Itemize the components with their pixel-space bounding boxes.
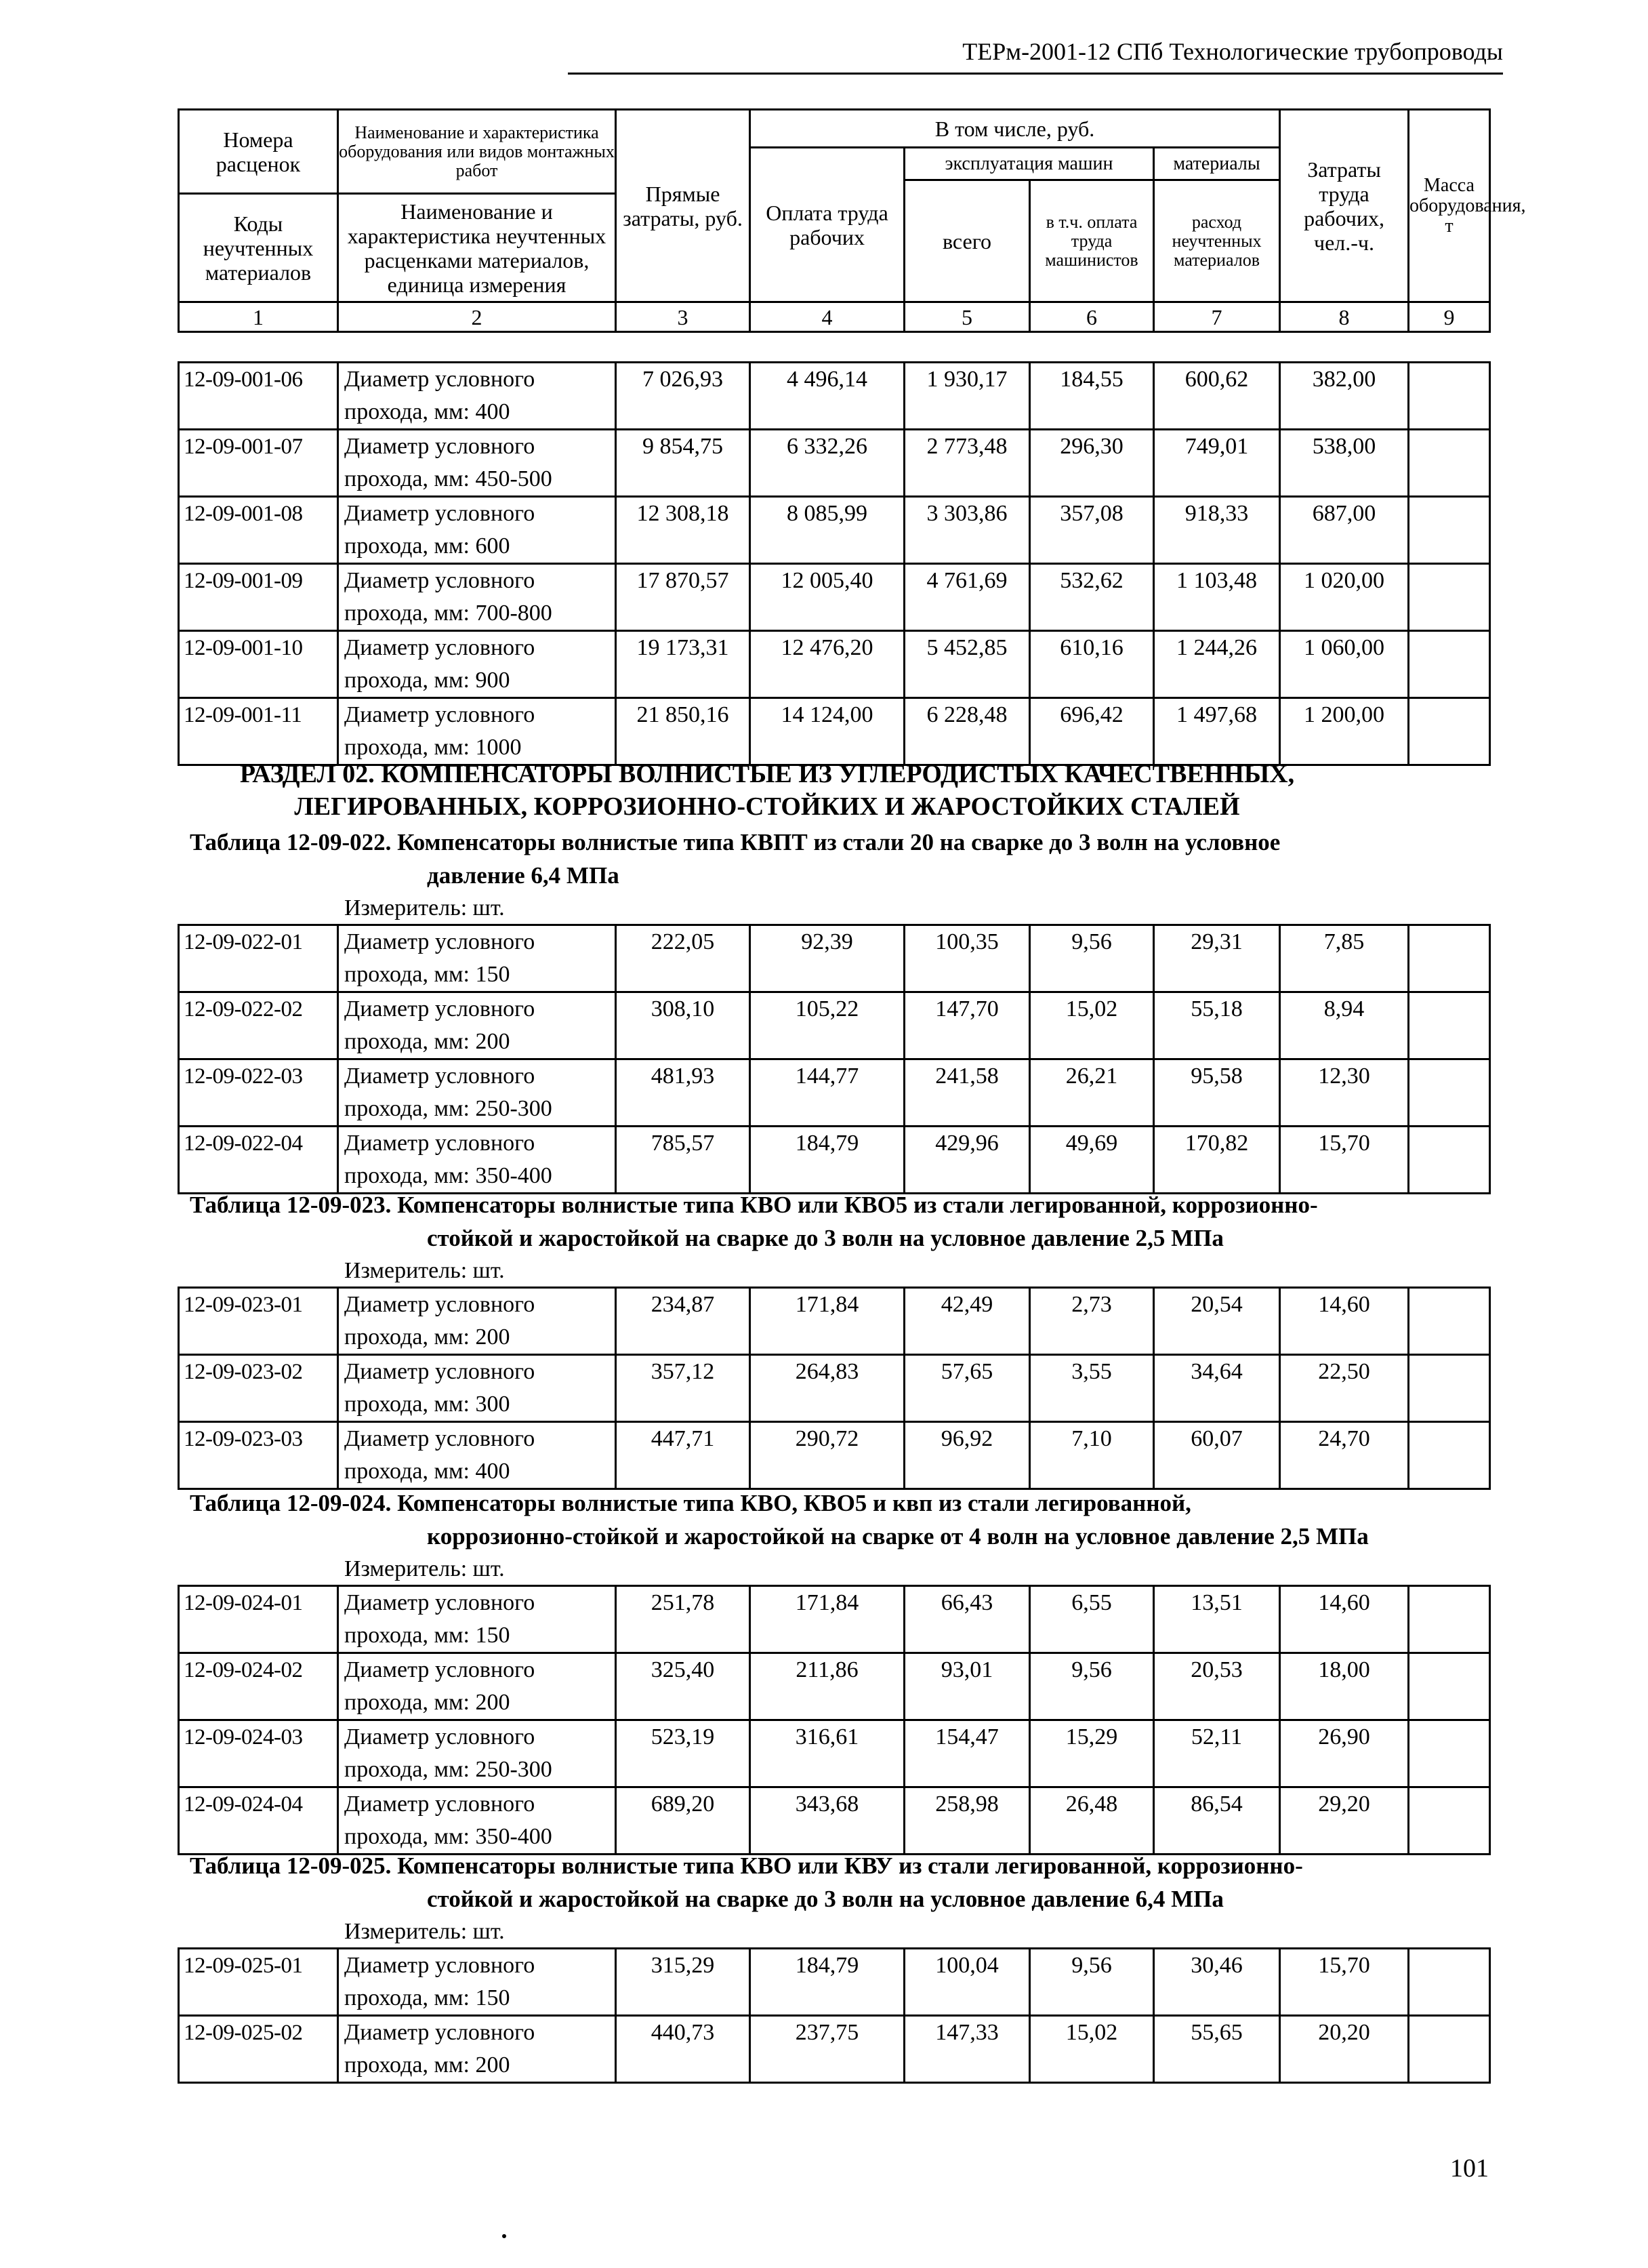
col-number: 9 [1409, 302, 1490, 332]
rate-name-cell [338, 1720, 616, 1787]
value-cell-v4: 12 476,20 [750, 631, 905, 698]
rates-table-025 [178, 1947, 1491, 2084]
value-cell-v9 [1409, 992, 1490, 1059]
value-cell-v7: 55,65 [1154, 2016, 1280, 2083]
value-cell-v5: 5 452,85 [905, 631, 1030, 698]
value-cell-v5: 147,70 [905, 992, 1030, 1059]
table-023-title [190, 1188, 1511, 1255]
value-cell-v7: 20,53 [1154, 1653, 1280, 1720]
rate-name-line1: Диаметр условного [344, 1953, 535, 1978]
value-cell-v7: 918,33 [1154, 497, 1280, 564]
table-025-title-line1: Таблица 12-09-025. Компенсаторы волнистые типа КВО или КВУ из стали легированной, коррозионно- [190, 1852, 1303, 1879]
value-cell-v8: 14,60 [1280, 1288, 1409, 1355]
rate-code-cell: 12-09-023-03 [179, 1422, 338, 1489]
value-cell-v8: 1 200,00 [1280, 698, 1409, 765]
value-cell-v4: 184,79 [750, 1127, 905, 1194]
value-cell-v5: 2 773,48 [905, 430, 1030, 497]
value-cell-v7: 30,46 [1154, 1949, 1280, 2016]
value-cell-v5: 147,33 [905, 2016, 1030, 2083]
value-cell-v4: 4 496,14 [750, 363, 905, 430]
rate-name-cell [338, 1127, 616, 1194]
value-cell-v9 [1409, 1422, 1490, 1489]
table-row [179, 2016, 1490, 2083]
rate-name-line2: прохода, мм: 400 [344, 399, 510, 424]
table-024-title-line1: Таблица 12-09-024. Компенсаторы волнистые типа КВО, КВО5 и квп из стали легированной, [190, 1490, 1191, 1516]
value-cell-v4: 237,75 [750, 2016, 905, 2083]
col-number: 3 [616, 302, 750, 332]
table-row [179, 1787, 1490, 1855]
value-cell-v9 [1409, 698, 1490, 765]
rate-name-line2: прохода, мм: 900 [344, 668, 510, 693]
table-022-title-line2: давление 6,4 МПа [427, 862, 619, 889]
rate-name-line2: прохода, мм: 350-400 [344, 1824, 552, 1849]
scan-speck [502, 2234, 506, 2238]
table-024-title-line2: коррозионно-стойкой и жаростойкой на сварке от 4 волн на условное давление 2,5 МПа [427, 1523, 1369, 1550]
value-cell-v9 [1409, 564, 1490, 631]
col2-bottom-header: Наименование и характеристика неучтенных расценками материалов, единица измерения [338, 194, 616, 302]
unit-label: Измеритель: шт. [344, 1919, 505, 1944]
value-cell-v9 [1409, 631, 1490, 698]
value-cell-v3: 19 173,31 [616, 631, 750, 698]
table-row [179, 564, 1490, 631]
value-cell-v4: 8 085,99 [750, 497, 905, 564]
value-cell-v6: 3,55 [1030, 1355, 1154, 1422]
col9-header: Масса оборудования, т [1409, 110, 1490, 302]
page-number: 101 [1450, 2154, 1489, 2183]
value-cell-v6: 15,02 [1030, 992, 1154, 1059]
table-023-title-line1: Таблица 12-09-023. Компенсаторы волнистые типа КВО или КВО5 из стали легированной, коррозионно- [190, 1192, 1318, 1218]
table-row [179, 1653, 1490, 1720]
rate-name-line2: прохода, мм: 250-300 [344, 1757, 552, 1782]
col-number: 2 [338, 302, 616, 332]
rate-name-line1: Диаметр условного [344, 1590, 535, 1615]
value-cell-v4: 211,86 [750, 1653, 905, 1720]
rate-name-line2: прохода, мм: 600 [344, 533, 510, 559]
table-023-title-line2: стойкой и жаростойкой на сварке до 3 волн на условное давление 2,5 МПа [427, 1225, 1224, 1251]
value-cell-v7: 52,11 [1154, 1720, 1280, 1787]
rate-name-line1: Диаметр условного [344, 635, 535, 660]
value-cell-v3: 357,12 [616, 1355, 750, 1422]
table-row [179, 497, 1490, 564]
value-cell-v5: 100,35 [905, 925, 1030, 992]
rate-name-cell [338, 1288, 616, 1355]
value-cell-v6: 9,56 [1030, 925, 1154, 992]
col-number: 6 [1030, 302, 1154, 332]
value-cell-v7: 749,01 [1154, 430, 1280, 497]
value-cell-v6: 6,55 [1030, 1586, 1154, 1653]
rate-name-line2: прохода, мм: 150 [344, 1985, 510, 2010]
rate-code-cell: 12-09-022-02 [179, 992, 338, 1059]
value-cell-v7: 20,54 [1154, 1288, 1280, 1355]
rate-name-line2: прохода, мм: 200 [344, 2052, 510, 2078]
value-cell-v9 [1409, 925, 1490, 992]
value-cell-v7: 29,31 [1154, 925, 1280, 992]
rate-name-line1: Диаметр условного [344, 1724, 535, 1749]
value-cell-v4: 144,77 [750, 1059, 905, 1127]
value-cell-v4: 264,83 [750, 1355, 905, 1422]
value-cell-v3: 440,73 [616, 2016, 750, 2083]
table-row [179, 1586, 1490, 1653]
col1-bottom-header: Коды неучтенных материалов [179, 194, 338, 302]
value-cell-v6: 296,30 [1030, 430, 1154, 497]
value-cell-v6: 610,16 [1030, 631, 1154, 698]
rate-name-line1: Диаметр условного [344, 1292, 535, 1317]
table-row [179, 1720, 1490, 1787]
value-cell-v5: 4 761,69 [905, 564, 1030, 631]
rate-name-cell [338, 925, 616, 992]
rate-name-line2: прохода, мм: 150 [344, 962, 510, 987]
value-cell-v8: 20,20 [1280, 2016, 1409, 2083]
value-cell-v7: 55,18 [1154, 992, 1280, 1059]
rate-name-cell [338, 631, 616, 698]
rates-table-023 [178, 1287, 1491, 1490]
value-cell-v6: 9,56 [1030, 1949, 1154, 2016]
rate-name-line2: прохода, мм: 300 [344, 1392, 510, 1417]
rate-name-cell [338, 1059, 616, 1127]
value-cell-v6: 15,29 [1030, 1720, 1154, 1787]
rate-name-line2: прохода, мм: 400 [344, 1459, 510, 1484]
value-cell-v8: 687,00 [1280, 497, 1409, 564]
rate-code-cell: 12-09-022-04 [179, 1127, 338, 1194]
value-cell-v9 [1409, 1787, 1490, 1855]
value-cell-v7: 34,64 [1154, 1355, 1280, 1422]
value-cell-v8: 1 020,00 [1280, 564, 1409, 631]
value-cell-v9 [1409, 1720, 1490, 1787]
col-number: 8 [1280, 302, 1409, 332]
value-cell-v9 [1409, 1288, 1490, 1355]
rate-name-cell [338, 698, 616, 765]
value-cell-v7: 600,62 [1154, 363, 1280, 430]
value-cell-v8: 22,50 [1280, 1355, 1409, 1422]
value-cell-v7: 1 497,68 [1154, 698, 1280, 765]
value-cell-v3: 12 308,18 [616, 497, 750, 564]
group-header: В том числе, руб. [750, 110, 1280, 148]
rate-name-line1: Диаметр условного [344, 1791, 535, 1817]
value-cell-v4: 12 005,40 [750, 564, 905, 631]
value-cell-v6: 184,55 [1030, 363, 1154, 430]
value-cell-v5: 93,01 [905, 1653, 1030, 1720]
value-cell-v4: 105,22 [750, 992, 905, 1059]
rate-name-cell [338, 1586, 616, 1653]
unit-label: Измеритель: шт. [344, 895, 505, 920]
col-number: 5 [905, 302, 1030, 332]
value-cell-v3: 447,71 [616, 1422, 750, 1489]
value-cell-v7: 13,51 [1154, 1586, 1280, 1653]
value-cell-v4: 184,79 [750, 1949, 905, 2016]
value-cell-v8: 12,30 [1280, 1059, 1409, 1127]
value-cell-v3: 315,29 [616, 1949, 750, 2016]
machines-header: эксплуатация машин [905, 148, 1154, 180]
unit-label: Измеритель: шт. [344, 1556, 505, 1581]
column-header-table [178, 108, 1526, 333]
value-cell-v9 [1409, 2016, 1490, 2083]
section-title [178, 758, 1357, 823]
col7-header: расход неучтенных материалов [1154, 180, 1280, 302]
col2-top-header: Наименование и характеристика оборудования или видов монтажных работ [338, 110, 616, 194]
rates-table-001 [178, 361, 1491, 766]
col6-header: в т.ч. оплата труда машинистов [1030, 180, 1154, 302]
value-cell-v5: 96,92 [905, 1422, 1030, 1489]
value-cell-v5: 241,58 [905, 1059, 1030, 1127]
section-title-line2: ЛЕГИРОВАННЫХ, КОРРОЗИОННО-СТОЙКИХ И ЖАРОСТОЙКИХ СТАЛЕЙ [294, 792, 1240, 821]
value-cell-v8: 538,00 [1280, 430, 1409, 497]
rate-name-line2: прохода, мм: 450-500 [344, 466, 552, 491]
table-025-title [190, 1849, 1511, 1916]
col-number: 1 [179, 302, 338, 332]
value-cell-v6: 532,62 [1030, 564, 1154, 631]
value-cell-v9 [1409, 430, 1490, 497]
value-cell-v3: 234,87 [616, 1288, 750, 1355]
rate-code-cell: 12-09-001-09 [179, 564, 338, 631]
rates-table-022 [178, 924, 1491, 1194]
rate-name-line2: прохода, мм: 700-800 [344, 601, 552, 626]
rate-name-line2: прохода, мм: 200 [344, 1690, 510, 1715]
value-cell-v3: 21 850,16 [616, 698, 750, 765]
table-022-title [190, 826, 1511, 892]
rate-name-line1: Диаметр условного [344, 1359, 535, 1384]
value-cell-v8: 14,60 [1280, 1586, 1409, 1653]
value-cell-v9 [1409, 1949, 1490, 2016]
value-cell-v7: 95,58 [1154, 1059, 1280, 1127]
value-cell-v5: 154,47 [905, 1720, 1030, 1787]
table-row [179, 1127, 1490, 1194]
value-cell-v6: 49,69 [1030, 1127, 1154, 1194]
value-cell-v3: 251,78 [616, 1586, 750, 1653]
value-cell-v8: 1 060,00 [1280, 631, 1409, 698]
value-cell-v9 [1409, 497, 1490, 564]
value-cell-v9 [1409, 363, 1490, 430]
value-cell-v3: 481,93 [616, 1059, 750, 1127]
col1-top-header: Номера расценок [179, 110, 338, 194]
value-cell-v7: 1 244,26 [1154, 631, 1280, 698]
rate-name-cell [338, 992, 616, 1059]
value-cell-v4: 14 124,00 [750, 698, 905, 765]
rate-name-line1: Диаметр условного [344, 1131, 535, 1156]
value-cell-v3: 689,20 [616, 1787, 750, 1855]
rate-code-cell: 12-09-022-03 [179, 1059, 338, 1127]
col-number: 7 [1154, 302, 1280, 332]
value-cell-v5: 3 303,86 [905, 497, 1030, 564]
value-cell-v4: 343,68 [750, 1787, 905, 1855]
rate-name-line1: Диаметр условного [344, 2020, 535, 2045]
rate-name-cell [338, 1653, 616, 1720]
rate-name-line1: Диаметр условного [344, 1064, 535, 1089]
rate-name-line1: Диаметр условного [344, 1426, 535, 1451]
rate-code-cell: 12-09-001-11 [179, 698, 338, 765]
value-cell-v5: 429,96 [905, 1127, 1030, 1194]
rate-name-cell [338, 1787, 616, 1855]
rate-name-cell [338, 1422, 616, 1489]
rate-code-cell: 12-09-024-01 [179, 1586, 338, 1653]
value-cell-v5: 1 930,17 [905, 363, 1030, 430]
value-cell-v3: 9 854,75 [616, 430, 750, 497]
value-cell-v9 [1409, 1355, 1490, 1422]
value-cell-v6: 357,08 [1030, 497, 1154, 564]
rate-name-line1: Диаметр условного [344, 1657, 535, 1682]
table-022-title-line1: Таблица 12-09-022. Компенсаторы волнистые типа КВПТ из стали 20 на сварке до 3 волн на условное [190, 829, 1281, 855]
rate-code-cell: 12-09-023-02 [179, 1355, 338, 1422]
value-cell-v3: 7 026,93 [616, 363, 750, 430]
table-024-title [190, 1486, 1511, 1553]
value-cell-v4: 290,72 [750, 1422, 905, 1489]
table-025-title-line2: стойкой и жаростойкой на сварке до 3 волн на условное давление 6,4 МПа [427, 1886, 1224, 1912]
rate-name-cell [338, 363, 616, 430]
rate-code-cell: 12-09-001-07 [179, 430, 338, 497]
value-cell-v8: 8,94 [1280, 992, 1409, 1059]
rate-name-cell [338, 497, 616, 564]
value-cell-v6: 9,56 [1030, 1653, 1154, 1720]
col3-header: Прямые затраты, руб. [616, 110, 750, 302]
value-cell-v4: 92,39 [750, 925, 905, 992]
table-row [179, 698, 1490, 765]
table-row [179, 925, 1490, 992]
rate-name-cell [338, 1355, 616, 1422]
rate-code-cell: 12-09-024-04 [179, 1787, 338, 1855]
value-cell-v3: 222,05 [616, 925, 750, 992]
header-divider [568, 73, 1503, 75]
table-row [179, 1288, 1490, 1355]
section-title-line1: РАЗДЕЛ 02. КОМПЕНСАТОРЫ ВОЛНИСТЫЕ ИЗ УГЛЕРОДИСТЫХ КАЧЕСТВЕННЫХ, [239, 760, 1295, 788]
value-cell-v6: 696,42 [1030, 698, 1154, 765]
col-number: 4 [750, 302, 905, 332]
rate-code-cell: 12-09-025-01 [179, 1949, 338, 2016]
value-cell-v9 [1409, 1059, 1490, 1127]
value-cell-v5: 6 228,48 [905, 698, 1030, 765]
value-cell-v8: 18,00 [1280, 1653, 1409, 1720]
value-cell-v7: 170,82 [1154, 1127, 1280, 1194]
value-cell-v8: 26,90 [1280, 1720, 1409, 1787]
value-cell-v7: 60,07 [1154, 1422, 1280, 1489]
table-row [179, 1422, 1490, 1489]
rate-code-cell: 12-09-024-03 [179, 1720, 338, 1787]
value-cell-v8: 7,85 [1280, 925, 1409, 992]
unit-label: Измеритель: шт. [344, 1258, 505, 1283]
value-cell-v7: 86,54 [1154, 1787, 1280, 1855]
value-cell-v3: 785,57 [616, 1127, 750, 1194]
value-cell-v8: 15,70 [1280, 1127, 1409, 1194]
rate-name-cell [338, 430, 616, 497]
rate-name-cell [338, 1949, 616, 2016]
col5-header: всего [905, 180, 1030, 302]
rate-name-line2: прохода, мм: 150 [344, 1623, 510, 1648]
value-cell-v9 [1409, 1653, 1490, 1720]
value-cell-v6: 2,73 [1030, 1288, 1154, 1355]
rate-code-cell: 12-09-022-01 [179, 925, 338, 992]
value-cell-v3: 17 870,57 [616, 564, 750, 631]
rate-name-line2: прохода, мм: 1000 [344, 735, 522, 760]
rate-code-cell: 12-09-023-01 [179, 1288, 338, 1355]
rate-name-line2: прохода, мм: 200 [344, 1029, 510, 1054]
rate-name-line1: Диаметр условного [344, 996, 535, 1021]
materials-header: материалы [1154, 148, 1280, 180]
value-cell-v4: 171,84 [750, 1288, 905, 1355]
rate-name-line1: Диаметр условного [344, 568, 535, 593]
col4-header: Оплата труда рабочих [750, 148, 905, 302]
value-cell-v8: 24,70 [1280, 1422, 1409, 1489]
page-header: ТЕРм-2001-12 СПб Технологические трубопроводы [962, 38, 1503, 65]
value-cell-v6: 15,02 [1030, 2016, 1154, 2083]
value-cell-v9 [1409, 1127, 1490, 1194]
value-cell-v6: 26,48 [1030, 1787, 1154, 1855]
value-cell-v3: 308,10 [616, 992, 750, 1059]
table-row [179, 992, 1490, 1059]
value-cell-v4: 316,61 [750, 1720, 905, 1787]
value-cell-v8: 15,70 [1280, 1949, 1409, 2016]
value-cell-v3: 523,19 [616, 1720, 750, 1787]
table-row [179, 1059, 1490, 1127]
value-cell-v5: 66,43 [905, 1586, 1030, 1653]
value-cell-v7: 1 103,48 [1154, 564, 1280, 631]
value-cell-v4: 171,84 [750, 1586, 905, 1653]
value-cell-v8: 29,20 [1280, 1787, 1409, 1855]
table-row [179, 631, 1490, 698]
rate-name-line1: Диаметр условного [344, 702, 535, 727]
rate-name-line1: Диаметр условного [344, 367, 535, 392]
rate-code-cell: 12-09-001-08 [179, 497, 338, 564]
value-cell-v5: 57,65 [905, 1355, 1030, 1422]
table-row [179, 1355, 1490, 1422]
value-cell-v9 [1409, 1586, 1490, 1653]
table-row [179, 1949, 1490, 2016]
rate-name-line2: прохода, мм: 200 [344, 1324, 510, 1350]
rate-code-cell: 12-09-001-10 [179, 631, 338, 698]
rate-name-line2: прохода, мм: 350-400 [344, 1163, 552, 1188]
rate-code-cell: 12-09-024-02 [179, 1653, 338, 1720]
value-cell-v3: 325,40 [616, 1653, 750, 1720]
rate-name-line1: Диаметр условного [344, 434, 535, 459]
rate-name-line1: Диаметр условного [344, 929, 535, 954]
value-cell-v8: 382,00 [1280, 363, 1409, 430]
rate-name-line2: прохода, мм: 250-300 [344, 1096, 552, 1121]
value-cell-v4: 6 332,26 [750, 430, 905, 497]
value-cell-v6: 26,21 [1030, 1059, 1154, 1127]
rate-name-line1: Диаметр условного [344, 501, 535, 526]
rate-code-cell: 12-09-025-02 [179, 2016, 338, 2083]
rate-name-cell [338, 564, 616, 631]
value-cell-v5: 100,04 [905, 1949, 1030, 2016]
value-cell-v6: 7,10 [1030, 1422, 1154, 1489]
col8-header: Затраты труда рабочих, чел.-ч. [1280, 110, 1409, 302]
table-row [179, 430, 1490, 497]
rate-name-cell [338, 2016, 616, 2083]
value-cell-v5: 258,98 [905, 1787, 1030, 1855]
table-row [179, 363, 1490, 430]
value-cell-v5: 42,49 [905, 1288, 1030, 1355]
rate-code-cell: 12-09-001-06 [179, 363, 338, 430]
rates-table-024 [178, 1585, 1491, 1855]
